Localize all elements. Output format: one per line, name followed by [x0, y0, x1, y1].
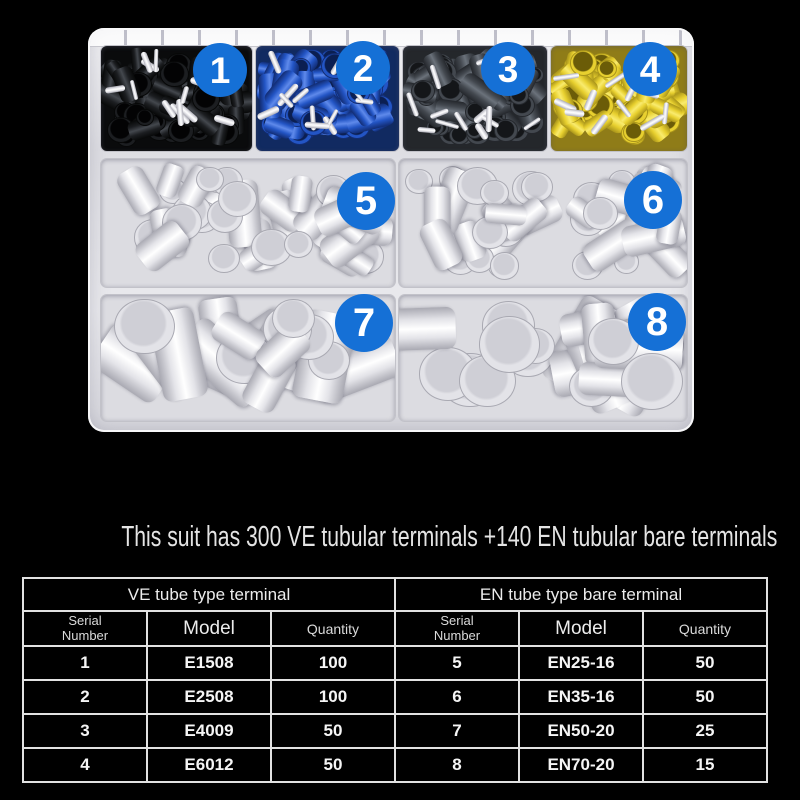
spec-table: [22, 577, 768, 783]
terminal-piece: [136, 109, 154, 126]
table-row: [23, 646, 767, 680]
terminal-piece: [570, 50, 597, 75]
col-header-quantity-ve: Quantity: [271, 611, 395, 646]
terminal-kit-box: [88, 28, 694, 432]
serial-line2: Number: [61, 627, 109, 643]
table-cell: 4: [23, 748, 147, 782]
table-cell: 1: [23, 646, 147, 680]
terminal-piece: [583, 197, 618, 230]
number-badge-3: [481, 42, 535, 96]
table-cell: EN25-16: [519, 646, 643, 680]
terminal-piece: [208, 244, 240, 273]
number-badge-2: [336, 41, 390, 95]
badge-3-label: 3: [497, 48, 519, 90]
col-header-model-en: Model: [519, 611, 643, 646]
product-headline: [0, 521, 800, 554]
terminal-piece: [272, 299, 314, 338]
terminal-piece: [411, 80, 435, 102]
col-header-serial-en: [395, 611, 519, 646]
serial-line1: Serial: [68, 612, 102, 628]
table-row: [23, 748, 767, 782]
table-cell: 5: [395, 646, 519, 680]
terminal-piece: [490, 252, 520, 279]
table-cell: EN35-16: [519, 680, 643, 714]
product-headline-text: This suit has 300 VE tubular terminals +140 EN tubular bare terminals: [121, 521, 778, 553]
table-cell: 50: [643, 646, 767, 680]
badge-1-label: 1: [209, 49, 231, 91]
table-cell: 8: [395, 748, 519, 782]
col-header-model-ve: Model: [147, 611, 271, 646]
table-cell: 50: [643, 680, 767, 714]
table-row: [23, 714, 767, 748]
table-cell: EN70-20: [519, 748, 643, 782]
number-badge-4: [623, 42, 677, 96]
table-cell: EN50-20: [519, 714, 643, 748]
badge-5-label: 5: [354, 179, 378, 223]
badge-8-label: 8: [645, 300, 669, 344]
serial-line2: Number: [433, 627, 481, 643]
table-cell: E1508: [147, 646, 271, 680]
terminal-piece: [417, 127, 435, 134]
badge-4-label: 4: [639, 48, 661, 90]
table-row: [23, 680, 767, 714]
badge-6-label: 6: [641, 178, 665, 222]
table-cell: 50: [271, 748, 395, 782]
number-badge-7: [335, 294, 393, 352]
terminal-piece: [196, 167, 223, 192]
terminal-piece: [485, 202, 527, 226]
table-cell: 7: [395, 714, 519, 748]
badge-2-label: 2: [352, 47, 374, 89]
table-cell: 50: [271, 714, 395, 748]
table-cell: 100: [271, 646, 395, 680]
table-cell: E2508: [147, 680, 271, 714]
terminal-piece: [114, 299, 174, 354]
number-badge-1: [193, 43, 247, 97]
terminal-piece: [486, 106, 493, 132]
terminal-piece: [398, 307, 456, 351]
table-cell: E6012: [147, 748, 271, 782]
terminal-piece: [521, 172, 554, 202]
table-cell: 6: [395, 680, 519, 714]
table-cell: 15: [643, 748, 767, 782]
number-badge-8: [628, 293, 686, 351]
group-header-ve: VE tube type terminal: [23, 578, 395, 611]
table-cell: 3: [23, 714, 147, 748]
terminal-piece: [284, 231, 313, 258]
terminal-piece: [621, 353, 683, 410]
table-cell: E4009: [147, 714, 271, 748]
number-badge-6: [624, 171, 682, 229]
serial-line1: Serial: [440, 612, 474, 628]
number-badge-5: [337, 172, 395, 230]
group-header-en: EN tube type bare terminal: [395, 578, 767, 611]
table-cell: 2: [23, 680, 147, 714]
col-header-serial-ve: [23, 611, 147, 646]
table-cell: 100: [271, 680, 395, 714]
table-cell: 25: [643, 714, 767, 748]
badge-7-label: 7: [352, 301, 376, 345]
terminal-piece: [479, 316, 540, 372]
col-header-quantity-en: Quantity: [643, 611, 767, 646]
